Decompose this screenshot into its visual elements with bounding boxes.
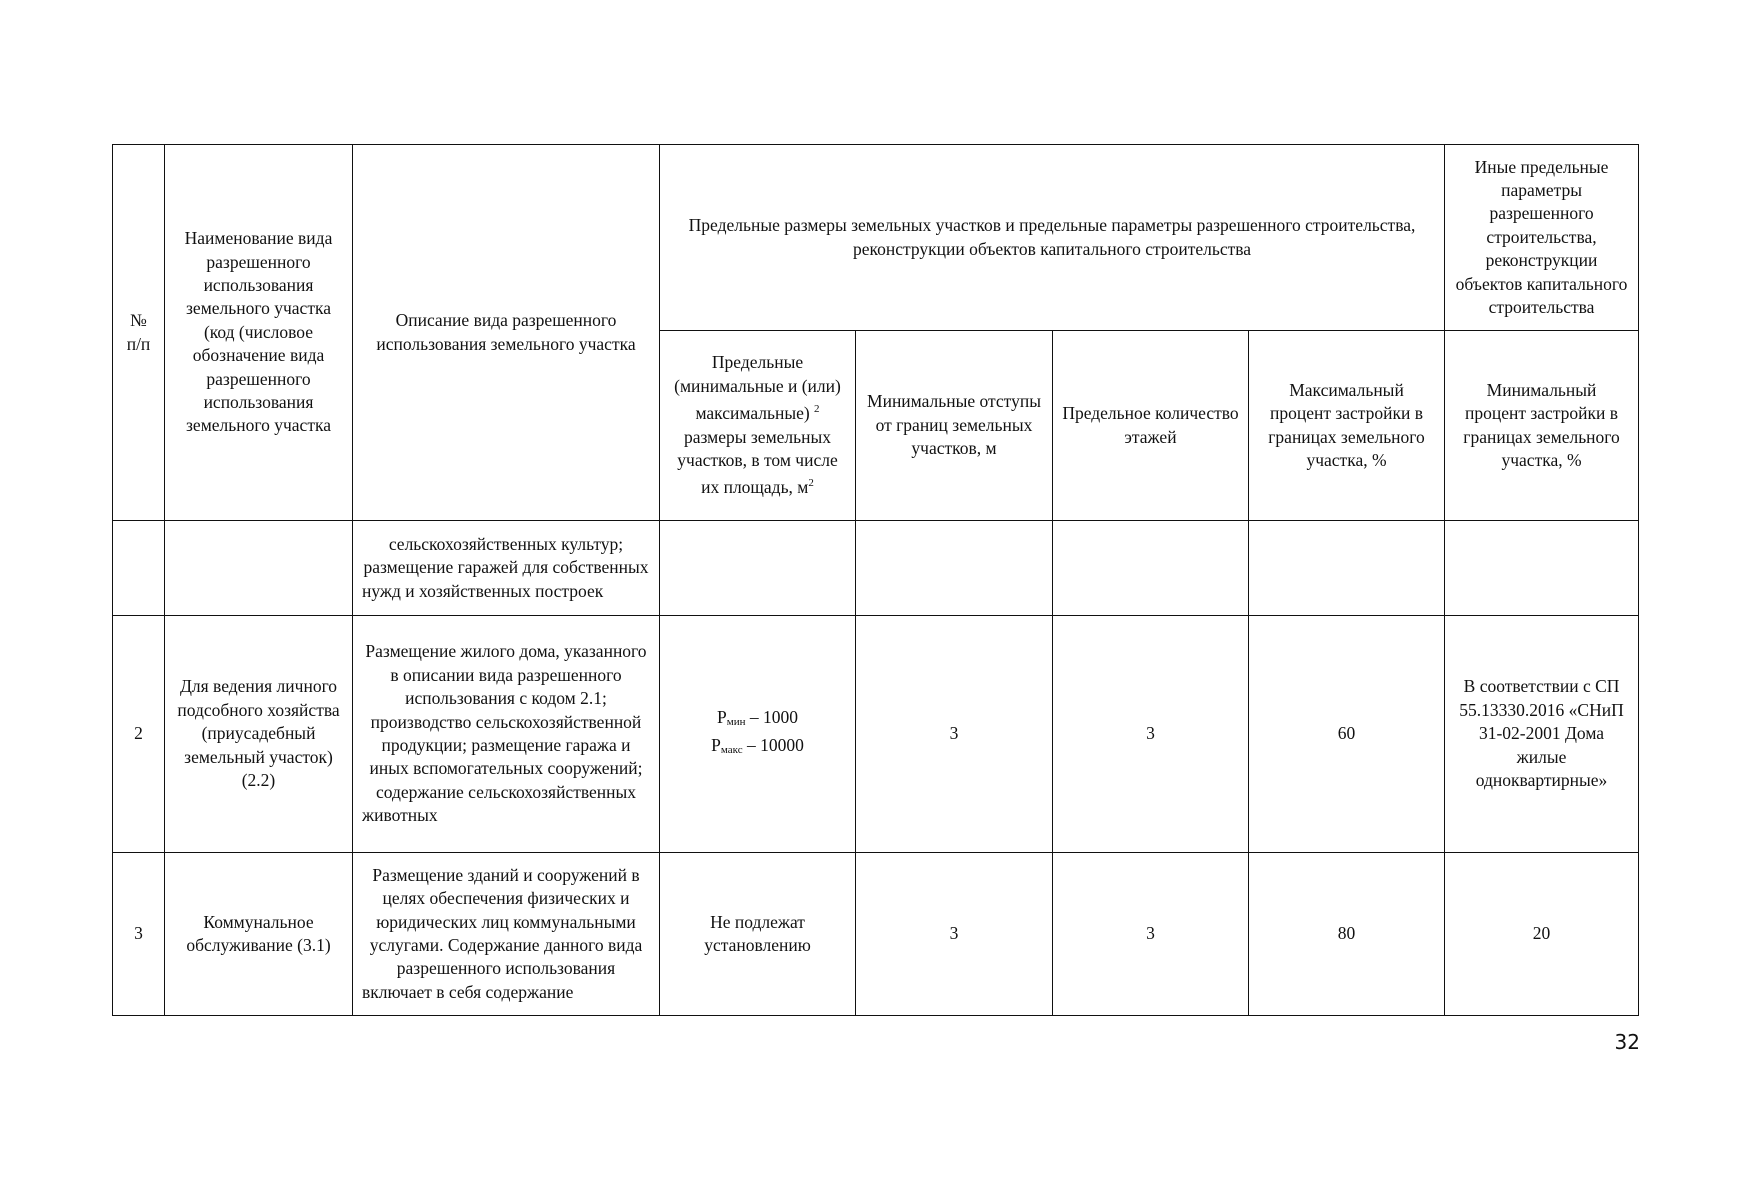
- header-size-unit-sup: 2: [808, 477, 814, 490]
- row-other: В соответствии с СП 55.13330.2016 «СНиП 31-02-2001 Дома жилые одноквартирные»: [1445, 616, 1639, 853]
- header-floors: Предельное количество этажей: [1053, 331, 1249, 521]
- header-min-percent: Минимальный процент застройки в границах земельного участка, %: [1445, 331, 1639, 521]
- header-limits-group: Предельные размеры земельных участков и предельные параметры разрешенного строительства, реконструкции объектов капитального строительства: [660, 145, 1445, 331]
- row-number: 3: [113, 853, 165, 1016]
- row-number: 2: [113, 616, 165, 853]
- row-floors: 3: [1053, 616, 1249, 853]
- row-other: [1445, 521, 1639, 616]
- table-header-row: [113, 145, 1639, 331]
- row-name: Для ведения личного подсобного хозяйства (приусадебный земельный участок) (2.2): [165, 616, 353, 853]
- row-setback: [856, 521, 1053, 616]
- row-name: Коммунальное обслуживание (3.1): [165, 853, 353, 1016]
- row-size: Не подлежат установлению: [660, 853, 856, 1016]
- row-description: сельскохозяйственных культур; размещение гаражей для собственных нужд и хозяйственных построек: [353, 521, 660, 616]
- row-size: [660, 521, 856, 616]
- header-name: Наименование вида разрешенного использования земельного участка (код (числовое обозначение вида разрешенного использования земельного участка: [165, 145, 353, 521]
- row-description: Размещение зданий и сооружений в целях обеспечения физических и юридических лиц коммунальными услугами. Содержание данного вида разрешенного использования включает в себя содержание: [353, 853, 660, 1016]
- row-other: 20: [1445, 853, 1639, 1016]
- size-min-line: Рмин – 1000: [717, 706, 798, 728]
- row-max-percent: 80: [1249, 853, 1445, 1016]
- size-max-line: Рмакс – 10000: [711, 735, 804, 756]
- land-use-table: [112, 144, 1639, 1016]
- header-setback: Минимальные отступы от границ земельных участков, м: [856, 331, 1053, 521]
- row-description: Размещение жилого дома, указанного в описании вида разрешенного использования с кодом 2.1; производство сельскохозяйственной продукции; размещение гаража и иных вспомогательных сооружений; содержание сельскохозяйственных животных: [353, 616, 660, 853]
- header-size: [660, 331, 856, 521]
- table-row: [113, 521, 1639, 616]
- row-max-percent: [1249, 521, 1445, 616]
- row-floors: 3: [1053, 853, 1249, 1016]
- row-size: [660, 616, 856, 853]
- table-row: [113, 853, 1639, 1016]
- row-number: [113, 521, 165, 616]
- header-size-footnote: 2: [814, 403, 820, 416]
- table-row: [113, 616, 1639, 853]
- header-size-part-a: Предельные (минимальные и (или) максимальные): [674, 352, 841, 424]
- header-other-group: Иные предельные параметры разрешенного строительства, реконструкции объектов капитального строительства: [1445, 145, 1639, 331]
- row-name: [165, 521, 353, 616]
- row-floors: [1053, 521, 1249, 616]
- header-size-part-b: размеры земельных участков, в том числе их площадь, м: [677, 426, 838, 498]
- row-setback: 3: [856, 616, 1053, 853]
- row-setback: 3: [856, 853, 1053, 1016]
- page-number: 32: [1614, 1030, 1640, 1054]
- header-number: № п/п: [113, 145, 165, 521]
- header-max-percent: Максимальный процент застройки в границах земельного участка, %: [1249, 331, 1445, 521]
- row-max-percent: 60: [1249, 616, 1445, 853]
- header-description: Описание вида разрешенного использования земельного участка: [353, 145, 660, 521]
